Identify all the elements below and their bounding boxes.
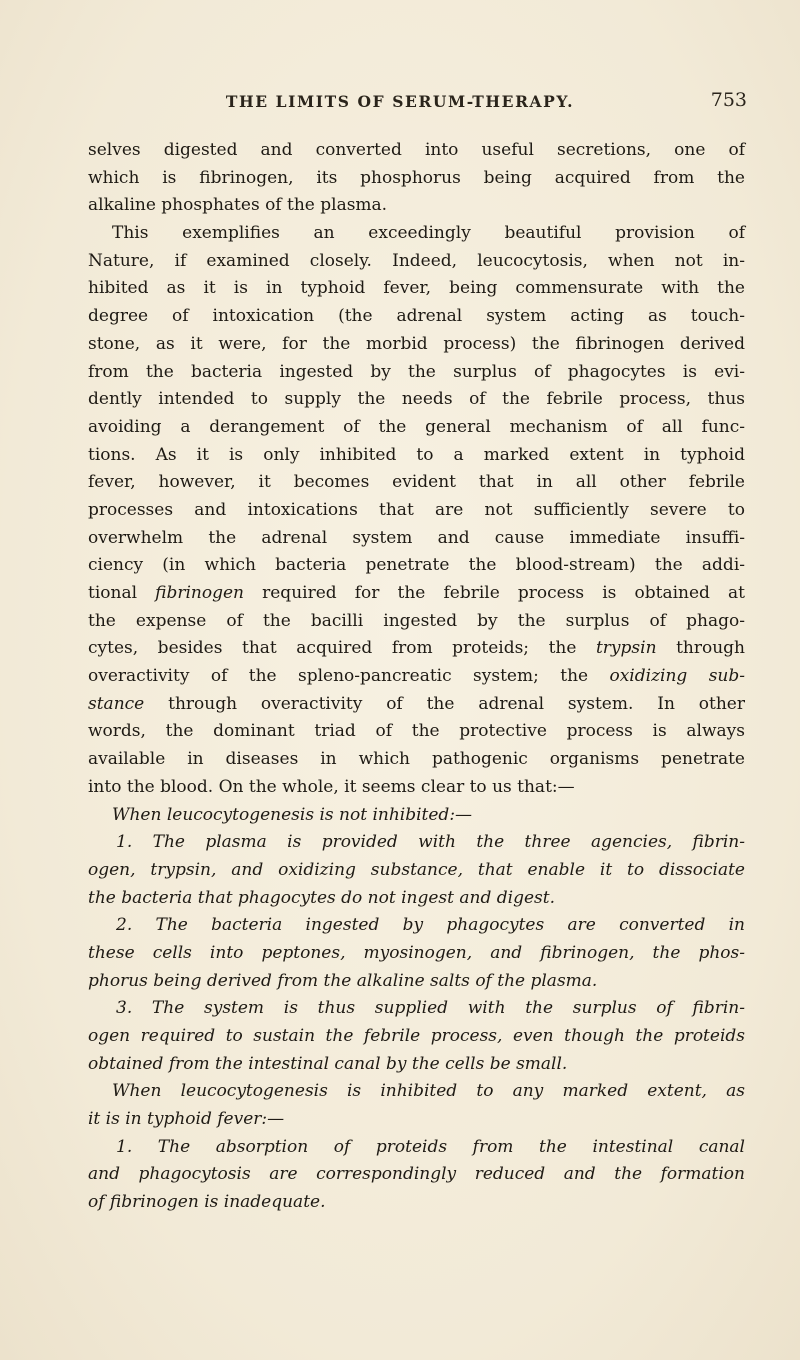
text-line: fever, however, it becomes evident that in all other febrile xyxy=(88,472,745,493)
text-line: degree of intoxication (the adrenal system acting as touch- xyxy=(88,306,745,327)
text-line: available in diseases in which pathogenic organisms penetrate xyxy=(88,749,745,770)
text-line: ogen, trypsin, and oxidizing substance, that enable it to dissociate xyxy=(88,859,745,880)
text-line: overwhelm the adrenal system and cause immediate insuffi- xyxy=(88,527,745,548)
text-line: phorus being derived from the alkaline salts of the plasma. xyxy=(88,970,598,991)
text-line: 3. The system is thus supplied with the surplus of fibrin- xyxy=(116,998,745,1019)
text-line: 2. The bacteria ingested by phagocytes are converted in xyxy=(116,915,745,936)
page-number: 753 xyxy=(710,89,747,111)
running-head xyxy=(0,89,800,116)
text-line: stance through overactivity of the adrenal system. In other xyxy=(88,693,745,714)
text-line: selves digested and converted into useful secretions, one of xyxy=(88,140,745,160)
text-line: When leucocytogenesis is not inhibited:— xyxy=(112,804,473,825)
text-line: it is in typhoid fever:— xyxy=(88,1109,285,1130)
running-title: THE LIMITS OF SERUM-THERAPY. xyxy=(225,92,575,111)
text-line: overactivity of the spleno-pancreatic system; the oxidizing sub- xyxy=(88,666,745,687)
text-line: of fibrinogen is inadequate. xyxy=(88,1192,326,1213)
text-line: 1. The plasma is provided with the three agencies, fibrin- xyxy=(116,832,745,853)
text-line: the expense of the bacilli ingested by the surplus of phago- xyxy=(88,610,745,631)
text-line: dently intended to supply the needs of the febrile process, thus xyxy=(88,389,745,410)
text-line: which is fibrinogen, its phosphorus being acquired from the xyxy=(88,167,745,188)
text-line: tional fibrinogen required for the febrile process is obtained at xyxy=(88,583,745,603)
text-line: words, the dominant triad of the protective process is always xyxy=(88,721,745,742)
text-line: the bacteria that phagocytes do not ingest and digest. xyxy=(88,887,555,908)
text-line: tions. As it is only inhibited to a marked extent in typhoid xyxy=(88,444,745,465)
text-line: processes and intoxications that are not sufficiently severe to xyxy=(88,499,745,520)
text-line: and phagocytosis are correspondingly reduced and the formation xyxy=(88,1164,745,1185)
text-line: cytes, besides that acquired from proteids; the trypsin through xyxy=(88,638,745,659)
text-line: ogen required to sustain the febrile process, even though the proteids xyxy=(88,1026,745,1046)
text-line: ciency (in which bacteria penetrate the blood-stream) the addi- xyxy=(88,555,745,576)
body-text xyxy=(88,137,745,1217)
text-line: When leucocytogenesis is inhibited to any marked extent, as xyxy=(112,1081,745,1102)
text-line: from the bacteria ingested by the surplus of phagocytes is evi- xyxy=(88,361,745,382)
text-line: Nature, if examined closely. Indeed, leucocytosis, when not in- xyxy=(88,250,745,271)
text-line: obtained from the intestinal canal by the cells be small. xyxy=(88,1053,568,1074)
text-line: hibited as it is in typhoid fever, being commensurate with the xyxy=(88,278,745,299)
text-line: 1. The absorption of proteids from the intestinal canal xyxy=(116,1136,745,1157)
text-line: This exemplifies an exceedingly beautiful provision of xyxy=(112,223,745,244)
text-line: stone, as it were, for the morbid process) the fibrinogen derived xyxy=(88,333,745,354)
text-line: alkaline phosphates of the plasma. xyxy=(88,195,388,216)
text-line: these cells into peptones, myosinogen, and fibrinogen, the phos- xyxy=(88,942,745,963)
text-line: into the blood. On the whole, it seems clear to us that:— xyxy=(88,776,575,797)
text-line: avoiding a derangement of the general mechanism of all func- xyxy=(88,416,745,437)
